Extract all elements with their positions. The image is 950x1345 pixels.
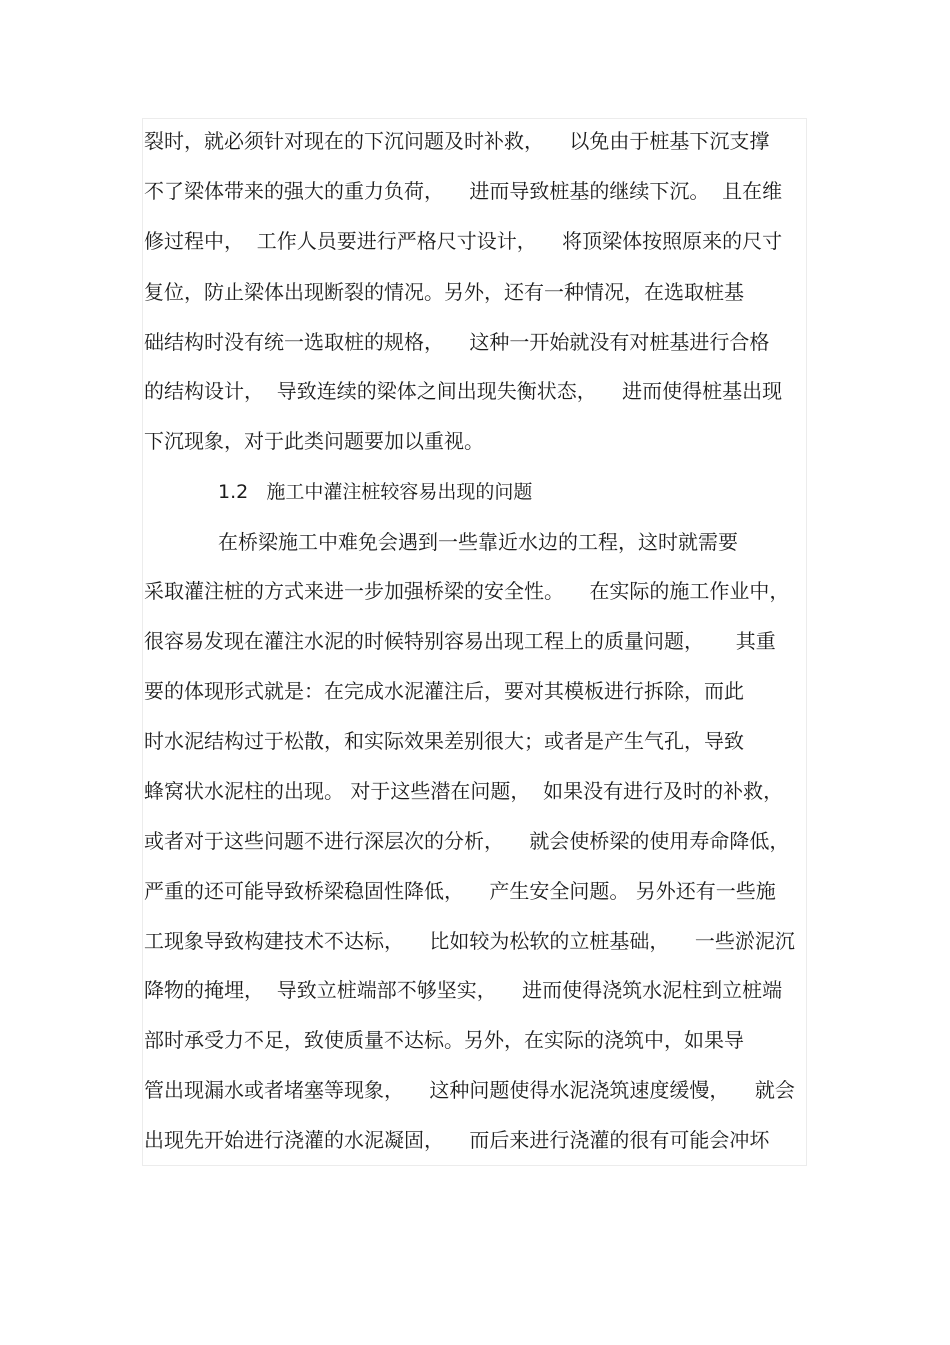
text-line: 很容易发现在灌注水泥的时候特别容易出现工程上的质量问题， 其重 [144, 629, 776, 653]
text-line: 在桥梁施工中难免会遇到一些靠近水边的工程，这时就需要 [218, 530, 738, 554]
text-line: 部时承受力不足，致使质量不达标。另外，在实际的浇筑中，如果导 [144, 1028, 744, 1052]
text-line: 裂时，就必须针对现在的下沉问题及时补救， 以免由于桩基下沉支撑 [144, 129, 770, 153]
text-line: 严重的还可能导致桥梁稳固性降低， 产生安全问题。 另外还有一些施 [144, 879, 776, 903]
text-line: 管出现漏水或者堵塞等现象， 这种问题使得水泥浇筑速度缓慢， 就会 [144, 1078, 795, 1102]
text-line: 要的体现形式就是：在完成水泥灌注后，要对其模板进行拆除，而此 [144, 679, 744, 703]
text-line: 采取灌注桩的方式来进一步加强桥梁的安全性。 在实际的施工作业中， [144, 579, 790, 603]
text-line: 降物的掩埋， 导致立桩端部不够坚实， 进而使得浇筑水泥柱到立桩端 [144, 978, 783, 1002]
text-line: 蜂窝状水泥柱的出现。 对于这些潜在问题， 如果没有进行及时的补救， [144, 779, 784, 803]
text-line: 或者对于这些问题不进行深层次的分析， 就会使桥梁的使用寿命降低， [144, 829, 790, 853]
text-line: 不了梁体带来的强大的重力负荷， 进而导致桩基的继续下沉。 且在维 [144, 179, 783, 203]
text-line: 修过程中， 工作人员要进行严格尺寸设计， 将顶梁体按照原来的尺寸 [144, 229, 783, 253]
section-heading: 1.2 施工中灌注桩较容易出现的问题 [218, 481, 533, 503]
text-line: 下沉现象，对于此类问题要加以重视。 [144, 429, 484, 453]
text-line: 出现先开始进行浇灌的水泥凝固， 而后来进行浇灌的很有可能会冲坏 [144, 1128, 770, 1152]
text-line: 工现象导致构建技术不达标， 比如较为松软的立桩基础， 一些淤泥沉 [144, 929, 795, 953]
text-line: 础结构时没有统一选取桩的规格， 这种一开始就没有对桩基进行合格 [144, 330, 770, 354]
text-line: 时水泥结构过于松散，和实际效果差别很大；或者是产生气孔，导致 [144, 729, 744, 753]
text-line: 的结构设计， 导致连续的梁体之间出现失衡状态， 进而使得桩基出现 [144, 379, 783, 403]
text-line: 复位，防止梁体出现断裂的情况。另外，还有一种情况，在选取桩基 [144, 280, 744, 304]
